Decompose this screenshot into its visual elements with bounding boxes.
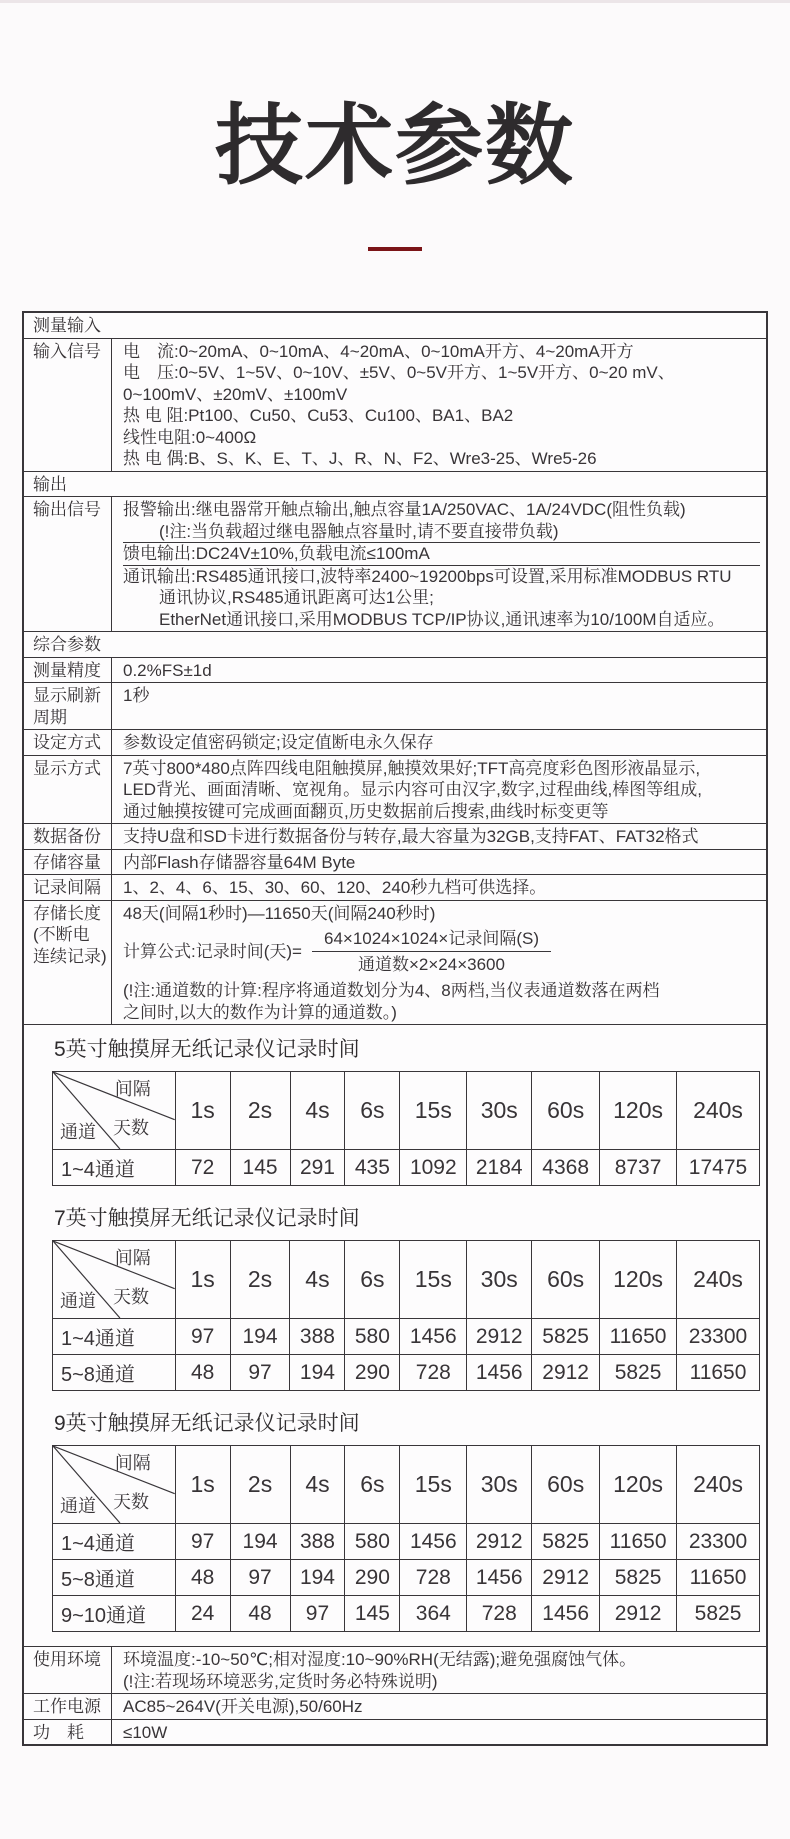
section-label: 综合参数 — [33, 635, 101, 654]
days-cell: 1456 — [400, 1524, 467, 1560]
channel-cell: 1~4通道 — [53, 1524, 176, 1560]
channel-cell: 1~4通道 — [53, 1150, 176, 1186]
technical-parameters-document — [22, 311, 768, 1746]
interval-header-cell: 240s — [677, 1241, 760, 1319]
interval-header-cell: 4s — [290, 1241, 345, 1319]
days-cell: 194 — [230, 1319, 290, 1355]
interval-header-cell: 60s — [532, 1241, 600, 1319]
interval-header-cell: 4s — [290, 1072, 345, 1150]
corner-label-interval: 间隔 — [114, 1079, 151, 1099]
days-cell: 5825 — [600, 1560, 677, 1596]
days-cell: 194 — [290, 1560, 345, 1596]
row-value — [112, 1647, 766, 1693]
row-value — [112, 824, 766, 849]
row-value — [112, 850, 766, 875]
days-cell: 72 — [175, 1150, 230, 1186]
storage-formula — [123, 927, 760, 976]
text-line: 通过触摸按键可完成画面翻页,历史数据前后搜索,曲线时标变更等 — [123, 801, 609, 821]
record-table-row — [53, 1355, 760, 1391]
days-cell: 17475 — [677, 1150, 760, 1186]
text-line: 7英寸800*480点阵四线电阻触摸屏,触摸效果好;TFT高亮度彩色图形液晶显示, — [123, 758, 701, 778]
record-table-header-row — [53, 1072, 760, 1150]
interval-header-cell: 240s — [677, 1446, 760, 1524]
row-value — [112, 497, 766, 631]
days-cell: 5825 — [600, 1355, 677, 1391]
text-line: 线性电阻:0~400Ω — [123, 427, 257, 447]
spec-row-display-mode — [24, 755, 766, 824]
text-line: 参数设定值密码锁定;设定值断电永久保存 — [123, 733, 434, 752]
interval-header-cell: 2s — [230, 1072, 290, 1150]
spec-table-top — [24, 313, 766, 1024]
days-cell: 388 — [290, 1524, 345, 1560]
days-cell: 2912 — [600, 1596, 677, 1632]
days-cell: 97 — [290, 1596, 345, 1632]
interval-header-cell: 2s — [230, 1446, 290, 1524]
days-cell: 97 — [175, 1524, 230, 1560]
interval-header-cell: 15s — [400, 1072, 467, 1150]
record-table-row — [53, 1560, 760, 1596]
text-line: 支持U盘和SD卡进行数据备份与转存,最大容量为32GB,支持FAT、FAT32格式 — [123, 827, 699, 846]
text-line: 之间时,以大的数作为计算的通道数。) — [123, 1002, 397, 1022]
days-cell: 24 — [175, 1596, 230, 1632]
days-cell: 2912 — [532, 1355, 600, 1391]
interval-header-cell: 1s — [175, 1446, 230, 1524]
spec-row-setting-mode — [24, 729, 766, 755]
row-label: 显示方式 — [24, 756, 112, 824]
text-line: 内部Flash存储器容量64M Byte — [123, 852, 356, 872]
interval-header-cell: 30s — [467, 1072, 532, 1150]
days-cell: 435 — [345, 1150, 400, 1186]
interval-header-cell: 15s — [400, 1446, 467, 1524]
section-label: 测量输入 — [33, 316, 101, 335]
days-cell: 97 — [230, 1560, 290, 1596]
spec-row-input-signal — [24, 338, 766, 471]
interval-header-cell: 120s — [600, 1072, 677, 1150]
corner-label-channel: 通道 — [60, 1291, 96, 1311]
row-value — [112, 339, 766, 471]
spec-row-power-supply — [24, 1693, 766, 1719]
days-cell: 1456 — [532, 1596, 600, 1632]
days-cell: 364 — [400, 1596, 467, 1632]
row-value — [112, 875, 766, 900]
days-cell: 23300 — [677, 1319, 760, 1355]
days-cell: 97 — [230, 1355, 290, 1391]
row-label: 存储长度 (不断电 连续记录) — [24, 901, 112, 1025]
days-cell: 2912 — [467, 1319, 532, 1355]
spec-row-environment — [24, 1646, 766, 1693]
days-cell: 580 — [345, 1524, 400, 1560]
days-cell: 5825 — [532, 1524, 600, 1560]
interval-header-cell: 60s — [532, 1072, 600, 1150]
text-line: 热 电 偶:B、S、K、E、T、J、R、N、F2、Wre3-25、Wre5-26 — [123, 449, 597, 468]
days-cell: 194 — [290, 1355, 345, 1391]
text-line: 0.2%FS±1d — [123, 660, 212, 680]
spec-section-general-parameters — [24, 631, 766, 657]
row-label: 数据备份 — [24, 824, 112, 849]
record-table-title: 7英寸触摸屏无纸记录仪记录时间 — [54, 1207, 360, 1230]
row-value — [112, 1720, 766, 1745]
corner-label-interval: 间隔 — [114, 1453, 151, 1473]
text-line: 热 电 阻:Pt100、Cu50、Cu53、Cu100、BA1、BA2 — [123, 406, 514, 425]
record-table-5in — [52, 1071, 760, 1186]
days-cell: 145 — [345, 1596, 400, 1632]
channel-cell: 5~8通道 — [53, 1560, 176, 1596]
record-table-title: 5英寸触摸屏无纸记录仪记录时间 — [54, 1038, 360, 1061]
text-line: 馈电输出:DC24V±10%,负载电流≤100mA — [123, 544, 430, 563]
interval-header-cell: 6s — [345, 1241, 400, 1319]
spec-row-record-interval — [24, 874, 766, 900]
corner-label-days: 天数 — [113, 1287, 149, 1307]
title-underline — [368, 247, 422, 251]
days-cell: 291 — [290, 1150, 345, 1186]
days-cell: 1456 — [467, 1560, 532, 1596]
row-label: 测量精度 — [24, 658, 112, 683]
days-cell: 145 — [230, 1150, 290, 1186]
days-cell: 5825 — [532, 1319, 600, 1355]
days-cell: 194 — [230, 1524, 290, 1560]
text-line: 电 压:0~5V、1~5V、0~10V、±5V、0~5V开方、1~5V开方、0~20 mV、 — [123, 363, 675, 382]
spec-row-accuracy — [24, 657, 766, 683]
days-cell: 2912 — [532, 1560, 600, 1596]
spec-table-bottom — [24, 1646, 766, 1744]
record-table-row — [53, 1150, 760, 1186]
row-value — [112, 683, 766, 729]
row-label: 存储容量 — [24, 850, 112, 875]
interval-header-cell: 1s — [175, 1072, 230, 1150]
interval-header-cell: 2s — [230, 1241, 290, 1319]
interval-header-cell: 4s — [290, 1446, 345, 1524]
interval-header-cell: 30s — [467, 1446, 532, 1524]
days-cell: 728 — [400, 1560, 467, 1596]
text-line: EtherNet通讯接口,采用MODBUS TCP/IP协议,通讯速率为10/100M自适应。 — [159, 609, 725, 629]
fraction — [312, 927, 551, 976]
section-label: 输出 — [33, 474, 67, 494]
days-cell: 11650 — [677, 1355, 760, 1391]
text-line: 电 流:0~20mA、0~10mA、4~20mA、0~10mA开方、4~20mA开方 — [123, 341, 634, 361]
record-table-header-row — [53, 1241, 760, 1319]
days-cell: 290 — [345, 1355, 400, 1391]
interval-header-cell: 240s — [677, 1072, 760, 1150]
row-value — [112, 730, 766, 755]
spec-section-measure-input — [24, 313, 766, 338]
formula-prefix: 计算公式:记录时间(天)= — [123, 941, 302, 961]
row-value — [112, 756, 766, 824]
days-cell: 97 — [175, 1319, 230, 1355]
row-label: 工作电源 — [24, 1694, 112, 1719]
text-line: (!注:当负载超过继电器触点容量时,请不要直接带负载) — [159, 521, 559, 541]
channel-cell: 1~4通道 — [53, 1319, 176, 1355]
days-cell: 580 — [345, 1319, 400, 1355]
text-line: (!注:若现场环境恶劣,定货时务必特殊说明) — [123, 1671, 438, 1691]
record-table-row — [53, 1596, 760, 1632]
days-cell: 23300 — [677, 1524, 760, 1560]
record-table-7in — [52, 1240, 760, 1391]
days-cell: 1456 — [467, 1355, 532, 1391]
spec-row-refresh-period — [24, 682, 766, 729]
record-table-row — [53, 1319, 760, 1355]
row-label: 使用环境 — [24, 1647, 112, 1693]
text-line: 1秒 — [123, 686, 150, 705]
days-cell: 48 — [175, 1355, 230, 1391]
spec-row-storage-length — [24, 900, 766, 1025]
text-line: ≤10W — [123, 1722, 168, 1742]
text-line: 通讯输出:RS485通讯接口,波特率2400~19200bps可设置,采用标准MODBUS RTU — [123, 566, 732, 586]
text-line: 报警输出:继电器常开触点输出,触点容量1A/250VAC、1A/24VDC(阻性负载) — [123, 500, 686, 519]
record-table-title: 9英寸触摸屏无纸记录仪记录时间 — [54, 1412, 360, 1435]
page-top-strip — [0, 0, 790, 3]
text-line: (!注:通道数的计算:程序将通道数划分为4、8两档,当仪表通道数落在两档 — [123, 981, 660, 1000]
days-cell: 728 — [400, 1355, 467, 1391]
record-table-row — [53, 1524, 760, 1560]
text-line: AC85~264V(开关电源),50/60Hz — [123, 1697, 363, 1716]
record-table-header-row — [53, 1446, 760, 1524]
interval-header-cell: 1s — [175, 1241, 230, 1319]
interval-header-cell: 120s — [600, 1446, 677, 1524]
interval-header-cell: 15s — [400, 1241, 467, 1319]
spec-row-storage-capacity — [24, 849, 766, 875]
text-line: 48天(间隔1秒时)—11650天(间隔240秒时) — [123, 903, 436, 923]
days-cell: 48 — [230, 1596, 290, 1632]
days-cell: 2184 — [467, 1150, 532, 1186]
row-label: 设定方式 — [24, 730, 112, 755]
interval-header-cell: 120s — [600, 1241, 677, 1319]
row-value — [112, 1694, 766, 1719]
row-value — [112, 901, 766, 1025]
fraction-denominator: 通道数×2×24×3600 — [358, 955, 505, 974]
text-line: 通讯协议,RS485通讯距离可达1公里; — [159, 588, 434, 607]
corner-label-interval: 间隔 — [114, 1248, 151, 1268]
days-cell: 48 — [175, 1560, 230, 1596]
days-cell: 1456 — [400, 1319, 467, 1355]
channel-cell: 5~8通道 — [53, 1355, 176, 1391]
corner-cell — [53, 1446, 176, 1524]
text-line: 环境温度:-10~50℃;相对湿度:10~90%RH(无结露);避免强腐蚀气体。 — [123, 1650, 637, 1669]
days-cell: 5825 — [677, 1596, 760, 1632]
row-label: 显示刷新 周期 — [24, 683, 112, 729]
days-cell: 4368 — [532, 1150, 600, 1186]
row-label: 记录间隔 — [24, 875, 112, 900]
days-cell: 2912 — [467, 1524, 532, 1560]
corner-cell — [53, 1241, 176, 1319]
spec-section-output — [24, 471, 766, 497]
text-line: 1、2、4、6、15、30、60、120、240秒九档可供选择。 — [123, 878, 547, 897]
spec-row-power-consumption — [24, 1719, 766, 1745]
corner-label-days: 天数 — [113, 1492, 149, 1512]
days-cell: 388 — [290, 1319, 345, 1355]
row-label: 输出信号 — [24, 497, 112, 631]
record-tables-section — [24, 1024, 766, 1646]
corner-label-channel: 通道 — [60, 1496, 96, 1516]
page-title: 技术参数 — [214, 96, 575, 195]
days-cell: 11650 — [600, 1524, 677, 1560]
fraction-numerator: 64×1024×1024×记录间隔(S) — [312, 927, 551, 952]
days-cell: 8737 — [600, 1150, 677, 1186]
interval-header-cell: 60s — [532, 1446, 600, 1524]
days-cell: 11650 — [600, 1319, 677, 1355]
days-cell: 728 — [467, 1596, 532, 1632]
channel-cell: 9~10通道 — [53, 1596, 176, 1632]
interval-header-cell: 6s — [345, 1072, 400, 1150]
days-cell: 290 — [345, 1560, 400, 1596]
days-cell: 1092 — [400, 1150, 467, 1186]
corner-label-channel: 通道 — [60, 1122, 96, 1142]
corner-cell — [53, 1072, 176, 1150]
corner-label-days: 天数 — [113, 1118, 149, 1138]
interval-header-cell: 6s — [345, 1446, 400, 1524]
days-cell: 11650 — [677, 1560, 760, 1596]
text-line: 0~100mV、±20mV、±100mV — [123, 384, 348, 404]
text-line: LED背光、画面清晰、宽视角。显示内容可由汉字,数字,过程曲线,棒图等组成, — [123, 780, 702, 799]
interval-header-cell: 30s — [467, 1241, 532, 1319]
record-table-9in — [52, 1445, 760, 1632]
spec-row-output-signal — [24, 496, 766, 631]
spec-row-data-backup — [24, 823, 766, 849]
row-label: 功 耗 — [24, 1720, 112, 1745]
row-label: 输入信号 — [24, 339, 112, 471]
row-value — [112, 658, 766, 683]
